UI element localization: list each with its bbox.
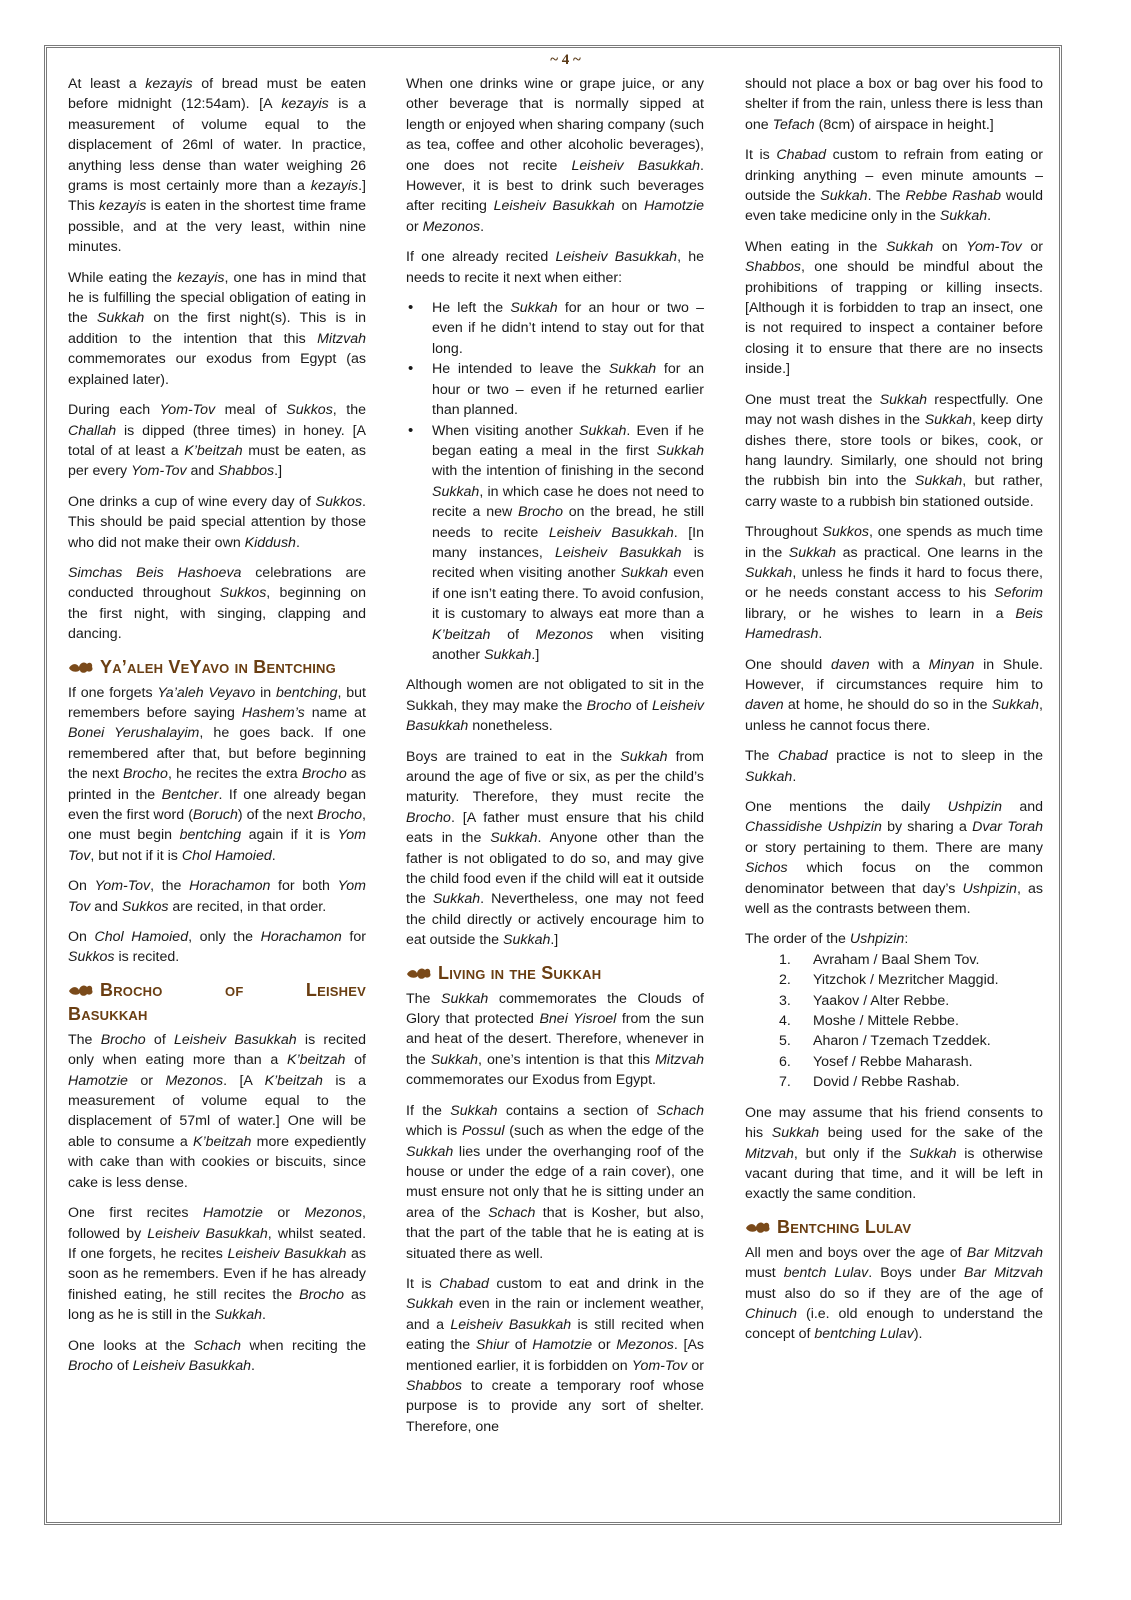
section-heading-bentching-lulav: Bentching Lulav [745, 1215, 1043, 1239]
paragraph: One may assume that his friend consents to his Sukkah being used for the sake of the Mitzvah, but only if the Sukkah is otherwise vacant during that time, and it will be left in exactly the same condition. [745, 1104, 1044, 1203]
paragraph: One must treat the Sukkah respectfully. One may not wash dishes in the Sukkah, keep dirty dishes there, store tools or bikes, cook, or hang laundry. Similarly, one should not bring the rubbish bin into the Sukkah, but rather, carry waste to a rubbish bin stationed outside. [745, 391, 1043, 510]
paragraph: One drinks a cup of wine every day of Sukkos. This should be paid special attention by those who did not make their own Kiddush. [68, 493, 366, 551]
paragraph: One first recites Hamotzie or Mezonos, followed by Leisheiv Basukkah, whilst seated. If one forgets, he recites Leisheiv Basukkah as soon as he remembers. Even if he has already finished eating, he still recites the Brocho as long as he is still in the Sukkah. [68, 1205, 367, 1324]
paragraph: If one forgets Ya’aleh Veyavo in bentching, but remembers before saying Hashem’s name at Bonei Yerushalayim, he goes back. If one remembered after that, but before beginning the next Brocho, he recites the extra Brocho as printed in the Bentcher. If one already began even the first word (Boruch) of the next Brocho, one must begin bentching again if it is Yom Tov, but not if it is Chol Hamoied. [68, 684, 366, 864]
paragraph: At least a kezayis of bread must be eaten before midnight (12:54am). [A kezayis is a measurement of volume equal to the displacement of 26ml of water. In practice, anything less dense than water weighing 26 grams is most certainly more than a kezayis.] This kezayis is eaten in the shortest time frame possible, and at the very least, within nine minutes. [68, 76, 367, 256]
list-item: 7. Dovid / Rebbe Rashab. [779, 1074, 960, 1091]
list-item: 4. Moshe / Mittele Rebbe. [779, 1013, 959, 1030]
ornament-icon [68, 660, 94, 674]
ornament-icon [745, 1220, 771, 1234]
paragraph: While eating the kezayis, one has in mind that he is fulfilling the special obligation of eating in the Sukkah on the first night(s). This is in addition to the intention that this Mitzvah commemorates our exodus from Egypt (as explained later). [68, 269, 366, 388]
paragraph: During each Yom-Tov meal of Sukkos, the Challah is dipped (three times) in honey. [A total of at least a K’beitzah must be eaten, as per every Yom-Tov and Shabbos.] [68, 402, 366, 480]
paragraph: All men and boys over the age of Bar Mitzvah must bentch Lulav. Boys under Bar Mitzvah must also do so if they are of the age of Chinuch (i.e. old enough to understand the concept of bentching Lulav). [745, 1244, 1043, 1343]
paragraph: When one drinks wine or grape juice, or any other beverage that is normally sipped at length or enjoyed when sharing company (such as tea, coffee and other alcoholic beverages), one does not recite Leisheiv Basukkah. However, it is best to drink such beverages after reciting Leisheiv Basukkah on Hamotzie or Mezonos. [406, 76, 704, 235]
paragraph: If one already recited Leisheiv Basukkah, he needs to recite it next when either: [406, 249, 705, 286]
list-item: • He intended to leave the Sukkah for an hour or two – even if he returned earlier than planned. [406, 359, 704, 420]
section-heading-brocho-leishev: Brocho of Leishev [68, 978, 366, 1002]
column-2 [406, 74, 704, 1447]
ushpizin-list [745, 950, 1043, 1093]
column-3 [745, 74, 1043, 1355]
list-item: 6. Yosef / Rebbe Maharash. [779, 1053, 973, 1070]
paragraph: Simchas Beis Hashoeva celebrations are conducted throughout Sukkos, beginning on the first night, with singing, clapping and dancing. [68, 564, 366, 643]
ornament-icon [68, 983, 94, 997]
paragraph: One looks at the Schach when reciting the Brocho of Leisheiv Basukkah. [68, 1337, 367, 1374]
paragraph: The Sukkah commemorates the Clouds of Glory that protected Bnei Yisroel from the sun and heat of the desert. Therefore, whenever in the Sukkah, one’s intention is that this Mitzvah commemorates our Exodus from Egypt. [406, 990, 704, 1089]
page-number: ~ 4 ~ [550, 52, 581, 68]
bullet-list [406, 298, 704, 665]
paragraph: It is Chabad custom to eat and drink in the Sukkah even in the rain or inclement weather, and a Leisheiv Basukkah is still recited when eating the Shiur of Hamotzie or Mezonos. [As mentioned earlier, it is forbidden on Yom-Tov or Shabbos to create a temporary roof whose purpose is to provide any sort of shelter. Therefore, one [406, 1275, 705, 1435]
list-item: 3. Yaakov / Alter Rebbe. [779, 992, 950, 1009]
paragraph: should not place a box or bag over his food to shelter if from the rain, unless there is less than one Tefach (8cm) of airspace in height.] [745, 76, 1043, 133]
section-heading-continued: Basukkah [68, 1003, 148, 1024]
ornament-icon [406, 966, 432, 980]
section-heading-living-in-sukkah: Living in the Sukkah [406, 961, 704, 985]
list-item: 1. Avraham / Baal Shem Tov. [779, 951, 980, 968]
paragraph: On Yom-Tov, the Horachamon for both Yom Tov and Sukkos are recited, in that order. [68, 878, 366, 915]
list-item: • He left the Sukkah for an hour or two – even if he didn’t intend to stay out for that long. [406, 298, 704, 359]
paragraph: It is Chabad custom to refrain from eating or drinking anything – even minute amounts – outside the Sukkah. The Rebbe Rashab would even take medicine only in the Sukkah. [745, 147, 1044, 225]
paragraph: When eating in the Sukkah on Yom-Tov or Shabbos, one should be mindful about the prohibitions of trapping or killing insects. [Although it is forbidden to trap an insect, one is not required to inspect a container before closing it to ensure that there are no insects inside.] [745, 238, 1043, 378]
paragraph: The Chabad practice is not to sleep in the Sukkah. [745, 748, 1043, 785]
paragraph: The order of the Ushpizin: [745, 931, 909, 948]
paragraph: One should daven with a Minyan in Shule. However, if circumstances require him to daven at home, he should do so in the Sukkah, unless he cannot focus there. [745, 656, 1043, 734]
paragraph: On Chol Hamoied, only the Horachamon for Sukkos is recited. [68, 929, 366, 966]
section-heading-yaaleh-veyavo: Ya’aleh VeYavo in Bentching [68, 655, 366, 679]
column-1 [68, 74, 366, 1386]
list-item: 2. Yitzchok / Mezritcher Maggid. [779, 972, 999, 989]
paragraph: The Brocho of Leisheiv Basukkah is recited only when eating more than a K’beitzah of Hamotzie or Mezonos. [A K’beitzah is a measurement of volume equal to the displacement of 57ml of water.] One will be able to consume a K’beitzah more expediently with cake than with cookies or biscuits, since cake is less dense. [68, 1031, 367, 1191]
paragraph: Throughout Sukkos, one spends as much time in the Sukkah as practical. One learns in the Sukkah, unless he finds it hard to focus there, or he needs constant access to his Seforim library, or he wishes to learn in a Beis Hamedrash. [745, 524, 1043, 643]
list-item: • When visiting another Sukkah. Even if he began eating a meal in the first Sukkah with the intention of finishing in the second Sukkah, in which case he does not need to recite a new Brocho on the bread, he still needs to recite Leisheiv Basukkah. [In many instances, Leisheiv Basukkah is recited when visiting another Sukkah even if one isn’t eating there. To avoid confusion, it is customary to always eat more than a K’beitzah of Mezonos when visiting another Sukkah.] [406, 421, 704, 666]
list-item: 5. Aharon / Tzemach Tzeddek. [779, 1033, 991, 1050]
paragraph: If the Sukkah contains a section of Schach which is Possul (such as when the edge of the Sukkah lies under the overhanging roof of the house or under the edge of a rain cover), one must ensure not only that he is sitting under an area of the Schach that is Kosher, but also, that the part of the table that he is eating at is situated there as well. [406, 1102, 704, 1262]
paragraph: Although women are not obligated to sit in the Sukkah, they may make the Brocho of Leisheiv Basukkah nonetheless. [406, 677, 704, 735]
paragraph: One mentions the daily Ushpizin and Chassidishe Ushpizin by sharing a Dvar Torah or story pertaining to them. There are many Sichos which focus on the common denominator between that day’s Ushpizin, as well as the contrasts between them. [745, 799, 1043, 918]
paragraph: Boys are trained to eat in the Sukkah from around the age of five or six, as per the child’s maturity. Therefore, they must recite the Brocho. [A father must ensure that his child eats in the Sukkah. Anyone other than the father is not obligated to do so, and may give the child food even if the child will eat it outside the Sukkah. Nevertheless, one may not feed the child directly or actively encourage him to eat outside the Sukkah.] [406, 748, 705, 949]
